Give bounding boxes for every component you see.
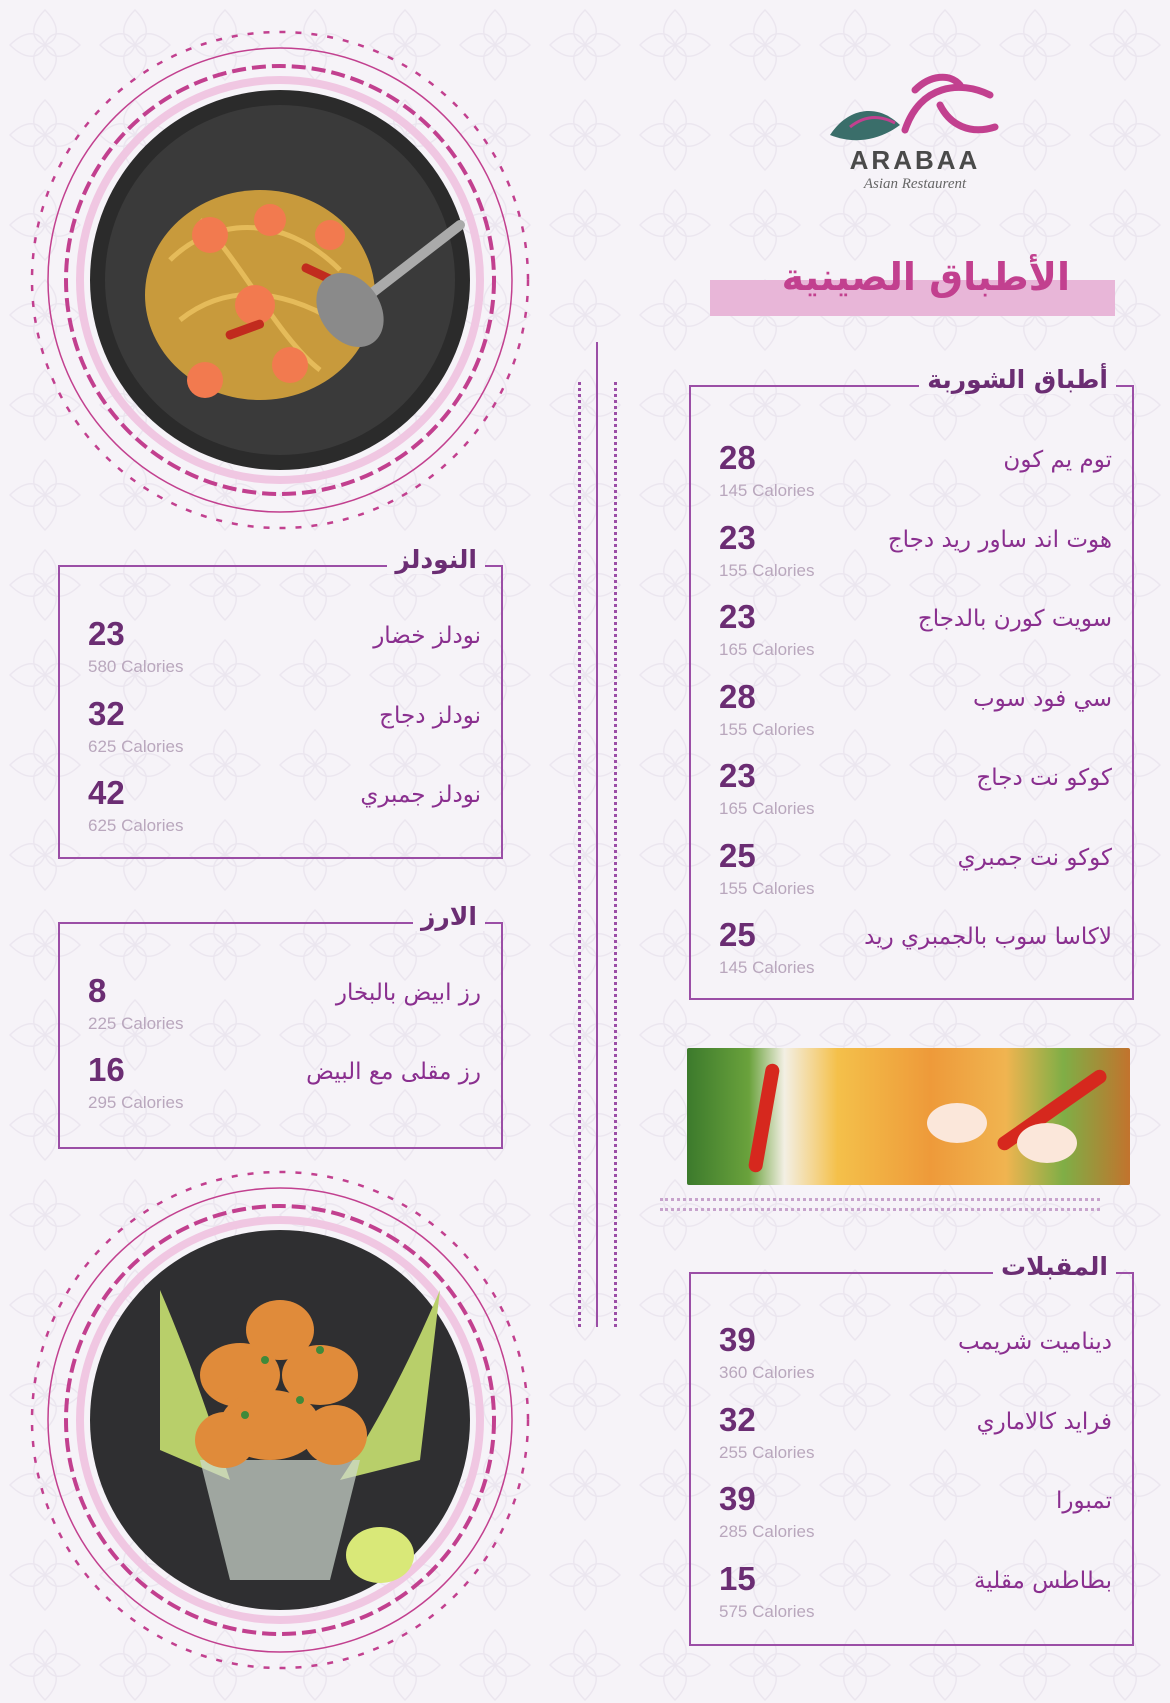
logo-tagline: Asian Restaurent <box>863 176 967 192</box>
dotted-line-2 <box>660 1208 1100 1211</box>
menu-item[interactable] <box>60 1051 501 1131</box>
item-price: 28 <box>719 439 756 476</box>
page-title: الأطباق الصينية <box>781 255 1070 299</box>
item-calories: 155 Calories <box>719 561 815 580</box>
item-calories: 580 Calories <box>88 657 184 676</box>
item-calories: 575 Calories <box>719 1602 815 1621</box>
item-calories: 165 Calories <box>719 799 815 818</box>
item-price: 23 <box>719 757 756 794</box>
logo-script <box>820 65 1010 145</box>
noodles-section <box>58 545 503 859</box>
item-calories: 295 Calories <box>88 1093 184 1112</box>
soup-photo <box>687 1048 1130 1185</box>
menu-item[interactable] <box>691 1560 1132 1640</box>
item-price: 39 <box>719 1321 756 1358</box>
item-name: تمبورا <box>1055 1488 1112 1514</box>
item-name: سويت كورن بالدجاج <box>917 606 1112 632</box>
item-calories: 155 Calories <box>719 720 815 739</box>
menu-item[interactable] <box>60 972 501 1052</box>
item-calories: 165 Calories <box>719 640 815 659</box>
item-calories: 255 Calories <box>719 1443 815 1462</box>
item-name: كوكو نت جمبري <box>957 845 1112 871</box>
center-divider <box>596 342 598 1327</box>
rice-section <box>58 902 503 1149</box>
item-price: 42 <box>88 774 125 811</box>
item-price: 32 <box>719 1401 756 1438</box>
item-price: 39 <box>719 1480 756 1517</box>
soup-section <box>689 365 1134 1000</box>
menu-item[interactable] <box>691 598 1132 678</box>
restaurant-logo <box>820 55 1010 235</box>
menu-item[interactable] <box>691 757 1132 837</box>
menu-item[interactable] <box>691 1401 1132 1481</box>
logo-brand: ARABAA <box>849 145 981 175</box>
shrimp-shape <box>1017 1123 1077 1163</box>
item-calories: 625 Calories <box>88 737 184 756</box>
item-calories: 145 Calories <box>719 481 815 500</box>
item-name: رز مقلى مع البيض <box>306 1059 481 1085</box>
item-price: 23 <box>719 519 756 556</box>
item-name: هوت اند ساور ريد دجاج <box>887 527 1112 553</box>
item-name: ديناميت شريمب <box>958 1329 1112 1355</box>
menu-item[interactable] <box>60 615 501 695</box>
item-calories: 155 Calories <box>719 879 815 898</box>
item-name: نودلز جمبري <box>360 782 481 808</box>
item-price: 15 <box>719 1560 756 1597</box>
item-calories: 360 Calories <box>719 1363 815 1382</box>
item-name: نودلز دجاج <box>379 703 481 729</box>
menu-item[interactable] <box>691 439 1132 519</box>
item-name: بطاطس مقلية <box>973 1568 1112 1594</box>
item-name: توم يم كون <box>1003 447 1112 473</box>
item-price: 28 <box>719 678 756 715</box>
soup-header: أطباق الشوربة <box>919 365 1116 394</box>
menu-item[interactable] <box>691 916 1132 996</box>
item-name: سي فود سوب <box>973 686 1112 712</box>
menu-item[interactable] <box>691 1480 1132 1560</box>
item-price: 32 <box>88 695 125 732</box>
dotted-divider-left <box>578 382 581 1327</box>
noodles-header: النودلز <box>387 545 485 574</box>
dotted-divider-right <box>614 382 617 1327</box>
rice-header: الارز <box>413 902 485 931</box>
item-name: رز ابيض بالبخار <box>335 980 481 1006</box>
menu-item[interactable] <box>691 1321 1132 1401</box>
item-calories: 225 Calories <box>88 1014 184 1033</box>
item-name: كوكو نت دجاج <box>976 765 1112 791</box>
item-name: لاكاسا سوب بالجمبري ريد <box>864 924 1112 950</box>
item-name: نودلز خضار <box>373 623 481 649</box>
item-price: 25 <box>719 837 756 874</box>
appetizer-photo <box>20 1160 540 1680</box>
item-calories: 285 Calories <box>719 1522 815 1541</box>
item-price: 23 <box>88 615 125 652</box>
menu-item[interactable] <box>691 519 1132 599</box>
item-calories: 625 Calories <box>88 816 184 835</box>
item-name: فرايد كالاماري <box>976 1409 1112 1435</box>
chili-shape <box>748 1063 781 1174</box>
item-price: 8 <box>88 972 107 1009</box>
dotted-line-1 <box>660 1198 1100 1201</box>
appetizers-header: المقبلات <box>993 1252 1116 1281</box>
item-price: 25 <box>719 916 756 953</box>
menu-item[interactable] <box>60 695 501 775</box>
menu-item[interactable] <box>691 678 1132 758</box>
menu-item[interactable] <box>60 774 501 854</box>
leaf-icon <box>820 65 1010 145</box>
item-price: 23 <box>719 598 756 635</box>
menu-item[interactable] <box>691 837 1132 917</box>
item-price: 16 <box>88 1051 125 1088</box>
shrimp-shape <box>927 1103 987 1143</box>
appetizers-section <box>689 1252 1134 1646</box>
noodles-photo <box>20 20 540 540</box>
item-calories: 145 Calories <box>719 958 815 977</box>
